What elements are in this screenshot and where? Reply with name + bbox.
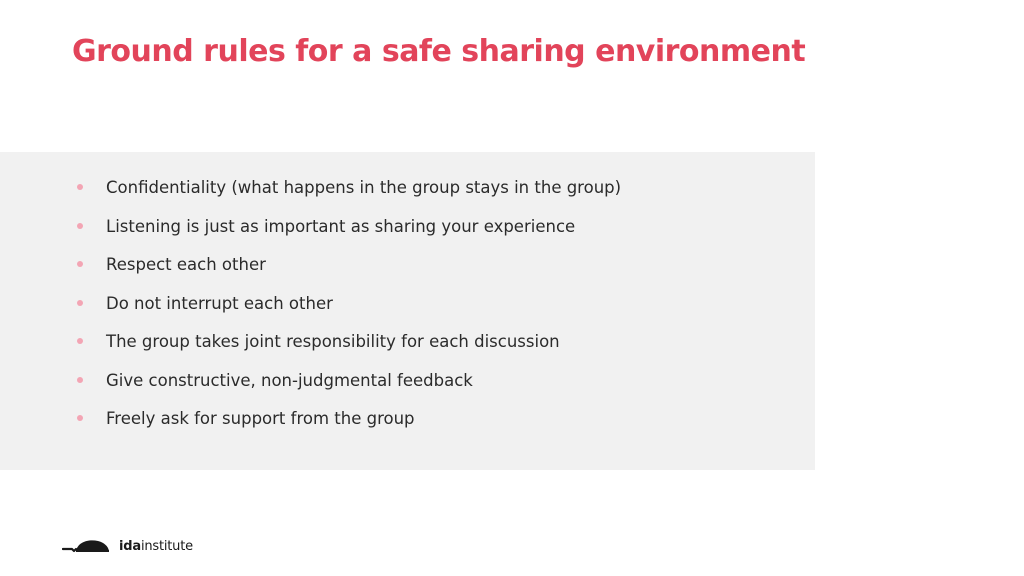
- rule-text: Give constructive, non-judgmental feedback: [106, 370, 473, 390]
- list-item: [75, 291, 621, 330]
- list-item: [75, 406, 621, 445]
- list-item: [75, 175, 621, 214]
- logo-text-bold: ida: [119, 539, 141, 554]
- bullet-icon: [77, 223, 83, 229]
- list-item: [75, 252, 621, 291]
- bullet-icon: [77, 338, 83, 344]
- rule-text: Confidentiality (what happens in the group stays in the group): [106, 178, 622, 197]
- rule-text: The group takes joint responsibility for each discussion: [106, 332, 560, 351]
- logo-text-regular: institute: [140, 539, 193, 554]
- rules-panel: [0, 152, 815, 470]
- list-item: [75, 368, 621, 407]
- bullet-icon: [77, 184, 83, 190]
- rules-list: [75, 175, 621, 445]
- list-item: [75, 329, 621, 368]
- rule-text: Respect each other: [106, 255, 266, 274]
- rule-text: Freely ask for support from the group: [106, 409, 415, 428]
- ida-institute-logo: [62, 536, 193, 558]
- bullet-icon: [77, 300, 83, 306]
- logo-text: [119, 536, 193, 558]
- slide-title: Ground rules for a safe sharing environment: [72, 34, 806, 69]
- rule-text: Do not interrupt each other: [106, 293, 333, 313]
- bullet-icon: [77, 261, 83, 267]
- bullet-icon: [77, 377, 83, 383]
- bullet-icon: [77, 415, 83, 421]
- list-item: [75, 214, 621, 253]
- rule-text: Listening is just as important as sharing your experience: [106, 216, 576, 236]
- ida-logo-mark-icon: [62, 536, 112, 558]
